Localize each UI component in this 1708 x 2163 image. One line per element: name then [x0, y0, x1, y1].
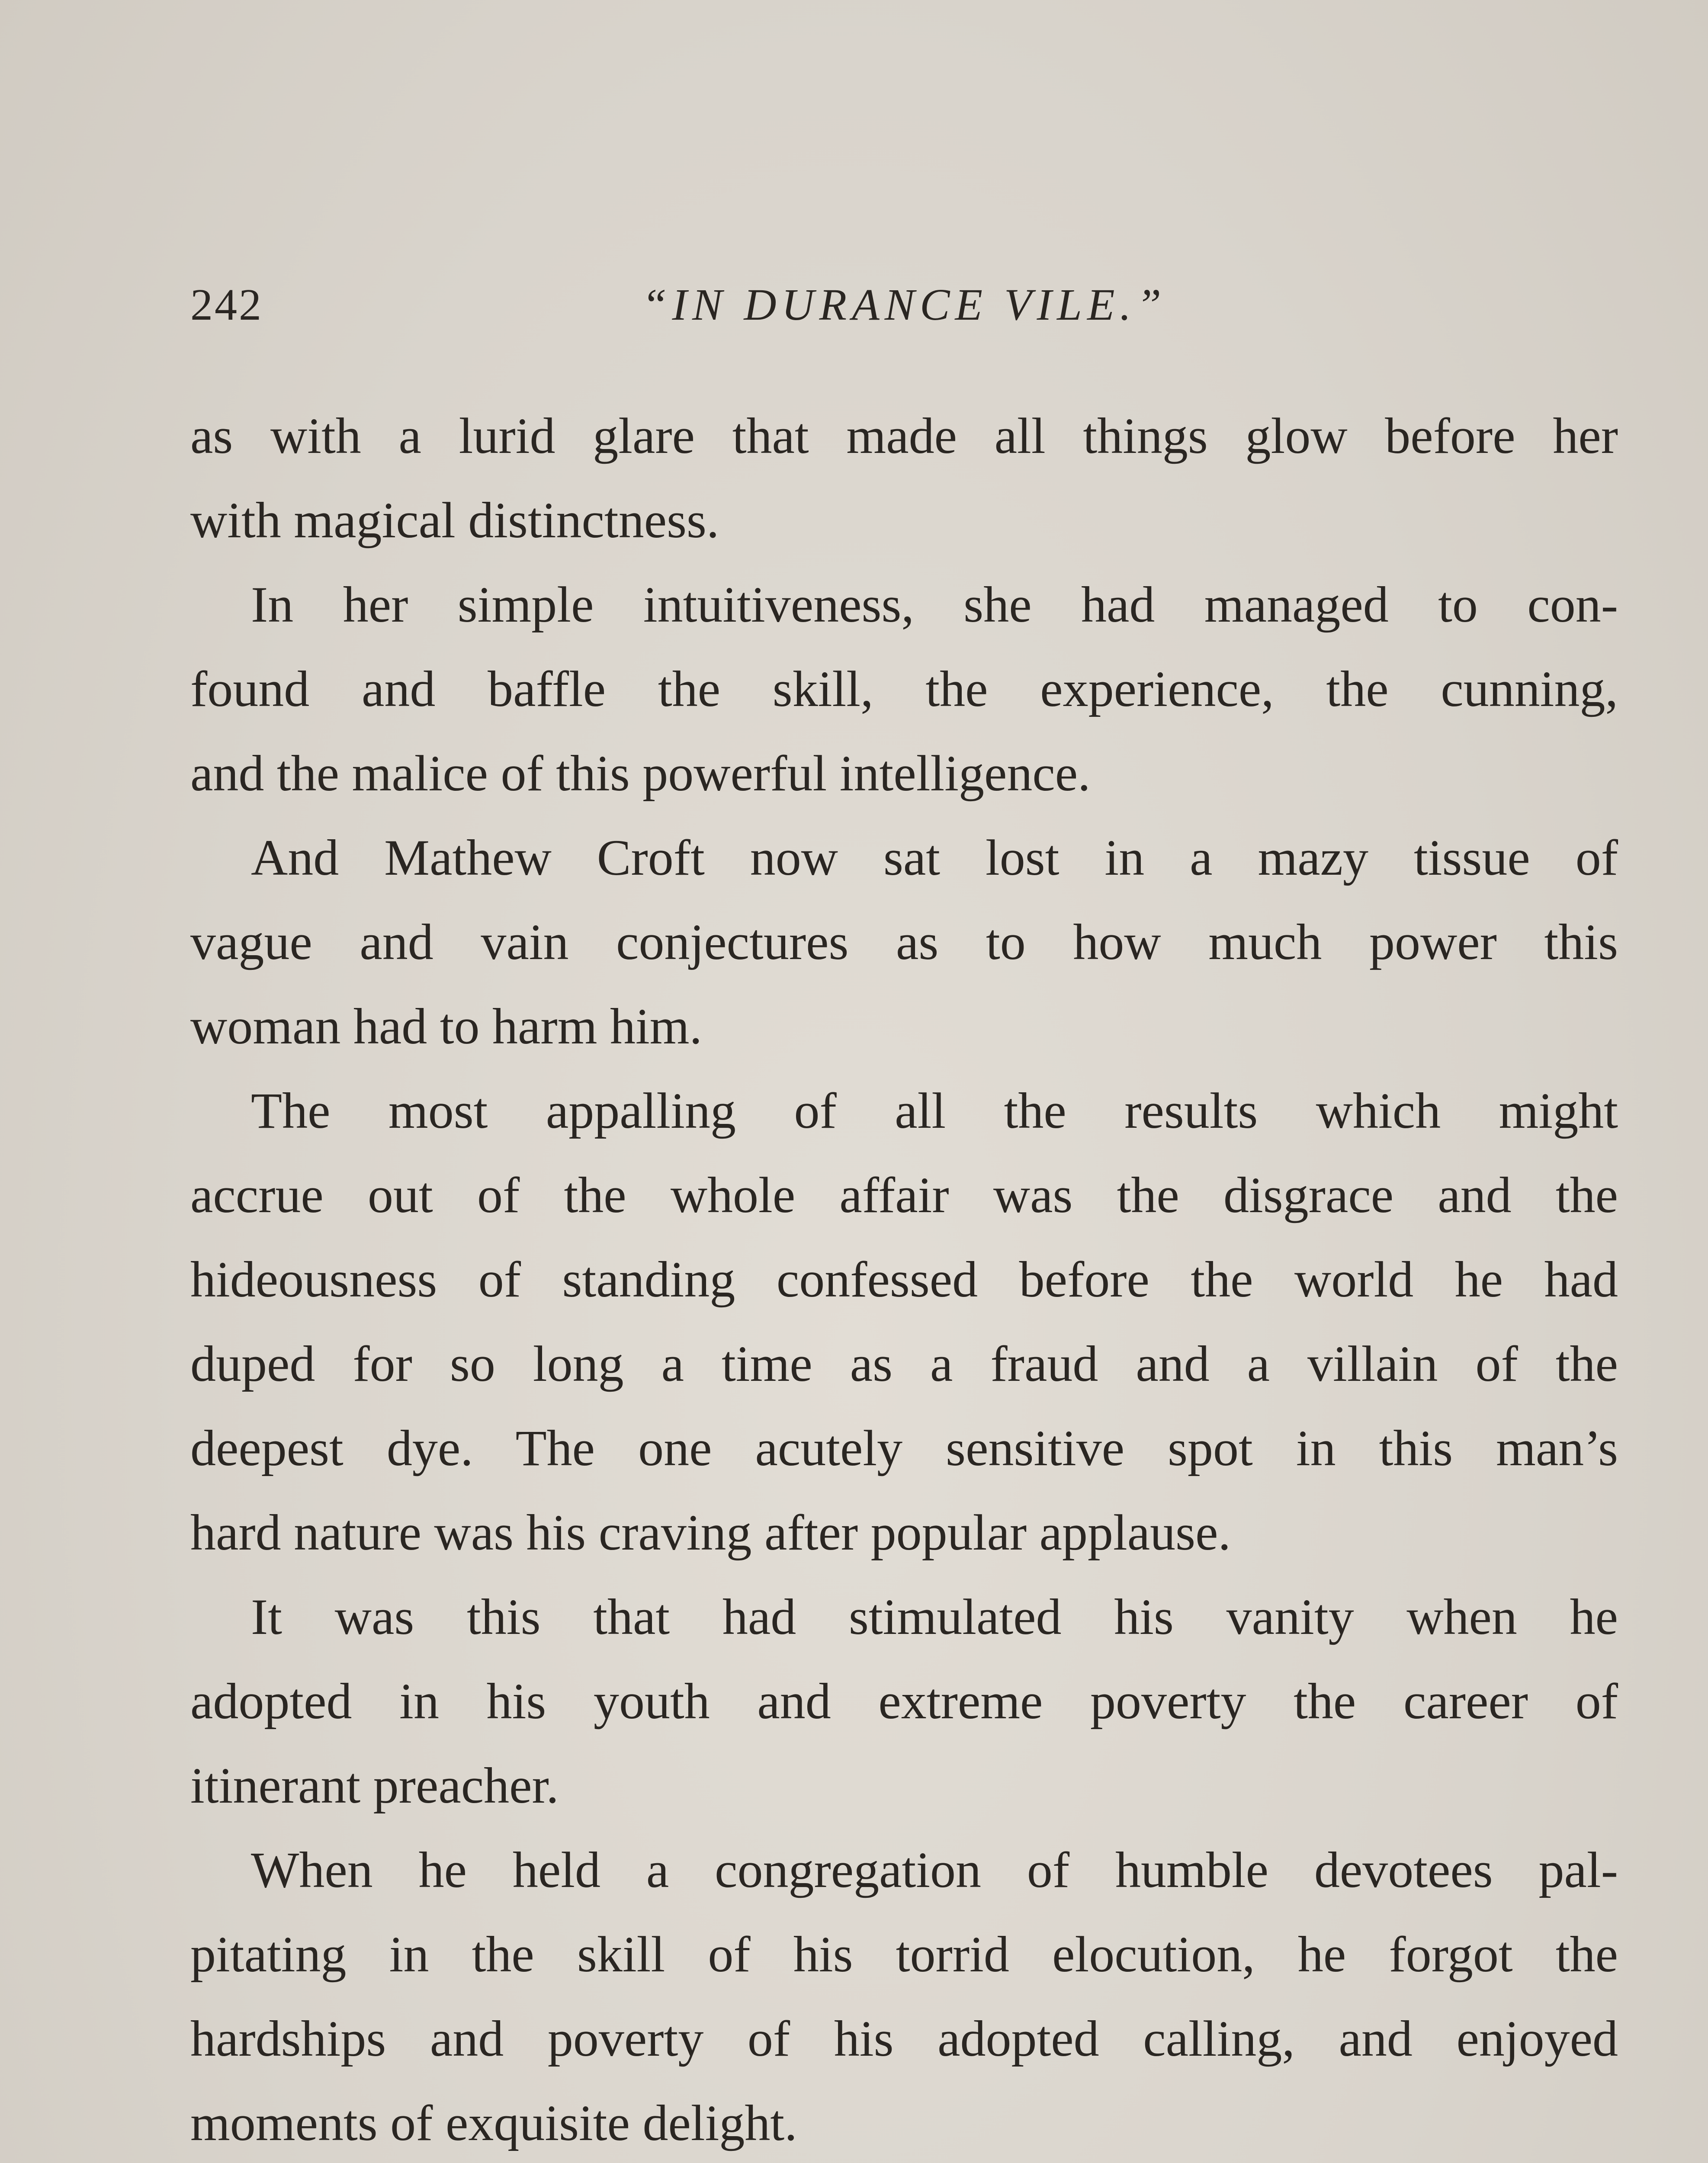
text-line: vague and vain conjectures as to how much power this — [190, 914, 1618, 970]
text-line: The most appalling of all the results which might — [251, 1082, 1618, 1139]
text-line: deepest dye. The one acutely sensitive spot in this man’s — [190, 1420, 1618, 1476]
text-line: In her simple intuitiveness, she had managed to con- — [251, 576, 1618, 633]
text-line: hideousness of standing confessed before the world he had — [190, 1251, 1618, 1308]
text-line: accrue out of the whole affair was the disgrace and the — [190, 1167, 1618, 1223]
page-number: 242 — [190, 280, 263, 330]
page-header — [190, 277, 1618, 333]
text-line: found and baffle the skill, the experience, the cunning, — [190, 661, 1618, 717]
text-line: pitating in the skill of his torrid elocution, he forgot the — [190, 1926, 1618, 1983]
text-line: It was this that had stimulated his vanity when he — [251, 1589, 1618, 1645]
text-line: as with a lurid glare that made all things glow before her — [190, 408, 1618, 464]
text-line: hard nature was his craving after popular applause. — [190, 1504, 1231, 1561]
text-line: itinerant preacher. — [190, 1757, 559, 1814]
running-head: “IN DURANCE VILE.” — [642, 280, 1167, 330]
text-line: adopted in his youth and extreme poverty the career of — [190, 1673, 1618, 1730]
text-line: moments of exquisite delight. — [190, 2095, 797, 2151]
text-line: and the malice of this powerful intelligence. — [190, 745, 1091, 802]
body-text — [190, 394, 1618, 2163]
text-line: duped for so long a time as a fraud and a villain of the — [190, 1335, 1618, 1392]
text-line: with magical distinctness. — [190, 492, 719, 549]
text-line: And Mathew Croft now sat lost in a mazy tissue of — [251, 829, 1618, 886]
text-line: When he held a congregation of humble devotees pal- — [251, 1842, 1618, 1898]
text-line: hardships and poverty of his adopted calling, and enjoyed — [190, 2010, 1618, 2067]
text-line: woman had to harm him. — [190, 998, 703, 1055]
